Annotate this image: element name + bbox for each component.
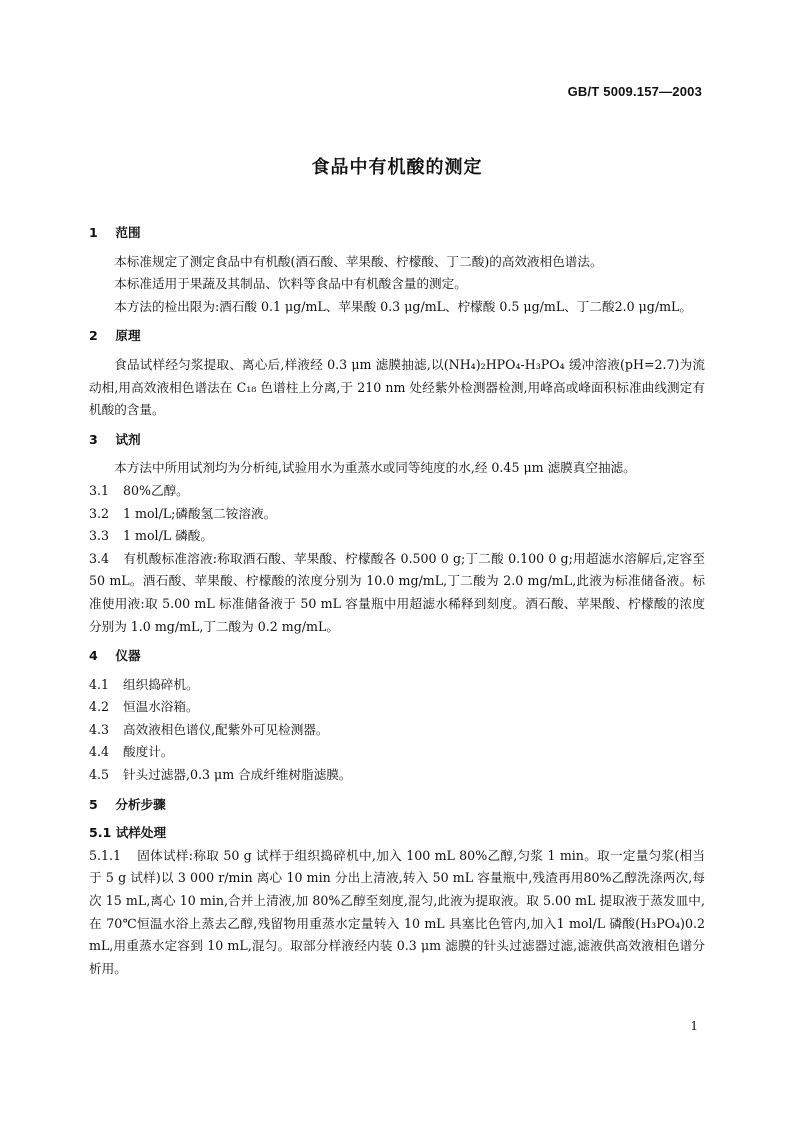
- paragraph: 食品试样经匀浆提取、离心后,样液经 0.3 μm 滤膜抽滤,以(NH₄)₂HPO₄-H₃PO₄ 缓冲溶液(pH=2.7)为流动相,用高效液相色谱法在 C₁₈ 色谱柱上分离,于 210 nm 处经紫外检测器检测,用峰高或峰面积标准曲线测定有机酸的含量。: [89, 356, 705, 418]
- item-number: 4.1: [89, 676, 110, 692]
- section-title: 范围: [115, 225, 141, 240]
- list-item: [89, 741, 705, 764]
- section-number: 5: [89, 796, 98, 812]
- paragraph: 本标准适用于果蔬及其制品、饮料等食品中有机酸含量的测定。: [114, 276, 467, 292]
- section-title: 分析步骤: [115, 796, 166, 812]
- list-item: [89, 674, 705, 697]
- list-item: [89, 764, 705, 787]
- item-text: 固体试样:称取 50 g 试样于组织捣碎机中,加入 100 mL 80%乙醇,匀浆 1 min。取一定量匀浆(相当于 5 g 试样)以 3 000 r/min 离心 10 min 分出上清液,转入 50 mL 容量瓶中,残渣再用80%乙醇洗涤两次,每次 15 mL,离心 10 min,合并上清液,加 80%乙醇至刻度,混匀,此液为提取液。取 5.00 mL 提取液于蒸发皿中,在 70℃恒温水浴上蒸去乙醇,残留物用重蒸水定量转入 10 mL 具塞比色管内,加入1 mol/L 磷酸(H₃PO₄)0.2 mL,用重蒸水定容到 10 mL,混匀。取部分样液经内装 0.3 μm 滤膜的针头过滤器过滤,滤液供高效液相色谱分析用。: [89, 847, 705, 976]
- section-number: 1: [89, 225, 98, 240]
- item-text: 高效液相色谱仪,配紫外可见检测器。: [123, 721, 329, 737]
- section-title: 试剂: [115, 431, 141, 447]
- item-number: 4.2: [89, 699, 110, 715]
- paragraph: 本方法中所用试剂均为分析纯,试验用水为重蒸水或同等纯度的水,经 0.45 μm 滤膜真空抽滤。: [114, 460, 636, 476]
- list-item: [89, 696, 705, 719]
- item-number: 3.2: [89, 505, 110, 521]
- document-title: 食品中有机酸的测定: [311, 157, 483, 178]
- document-body: [89, 222, 705, 980]
- section-number: 2: [89, 328, 98, 344]
- section-number: 3: [89, 431, 98, 447]
- section-1-heading: [89, 222, 705, 245]
- section-title: 原理: [115, 328, 141, 344]
- section-title: 仪器: [115, 648, 141, 664]
- item-number: 5.1.1: [89, 847, 122, 863]
- section-4-heading: [89, 645, 705, 668]
- item-number: 4.3: [89, 721, 110, 737]
- page-number: 1: [690, 1019, 698, 1033]
- section-number: 4: [89, 648, 98, 664]
- list-item: [89, 548, 705, 638]
- item-number: 3.4: [89, 550, 110, 566]
- list-item: [89, 845, 705, 981]
- item-text: 80%乙醇。: [123, 482, 189, 498]
- item-text: 组织捣碎机。: [123, 676, 199, 692]
- section-5-heading: [89, 794, 705, 817]
- section-3-heading: [89, 429, 705, 452]
- item-text: 酸度计。: [123, 744, 174, 760]
- list-item: [89, 503, 705, 526]
- paragraph: 本标准规定了测定食品中有机酸(酒石酸、苹果酸、柠檬酸、丁二酸)的高效液相色谱法。: [114, 253, 603, 269]
- item-text: 恒温水浴箱。: [123, 699, 199, 715]
- item-text: 有机酸标准溶液:称取酒石酸、苹果酸、柠檬酸各 0.500 0 g;丁二酸 0.100 0 g;用超滤水溶解后,定容至 50 mL。酒石酸、苹果酸、柠檬酸的浓度分别为 10.0 mg/mL,丁二酸为 2.0 mg/mL,此液为标准储备液。标准使用液:取 5.00 mL 标准储备液于 50 mL 容量瓶中用超滤水稀释到刻度。酒石酸、苹果酸、柠檬酸的浓度分别为 1.0 mg/mL,丁二酸为 0.2 mg/mL。: [89, 550, 705, 634]
- list-item: [89, 719, 705, 742]
- item-number: 4.4: [89, 744, 110, 760]
- item-number: 3.1: [89, 482, 110, 498]
- item-text: 针头过滤器,0.3 μm 合成纤维树脂滤膜。: [123, 767, 352, 783]
- standard-number: GB/T 5009.157—2003: [567, 84, 702, 99]
- item-number: 3.3: [89, 528, 110, 544]
- item-number: 4.5: [89, 767, 110, 783]
- list-item: [89, 525, 705, 548]
- paragraph: 本方法的检出限为:酒石酸 0.1 μg/mL、苹果酸 0.3 μg/mL、柠檬酸 0.5 μg/mL、丁二酸2.0 μg/mL。: [114, 298, 692, 314]
- subsection-heading: 5.1 试样处理: [89, 825, 167, 841]
- list-item: [89, 480, 705, 503]
- item-text: 1 mol/L;磷酸氢二铵溶液。: [123, 505, 277, 521]
- section-2-heading: [89, 325, 705, 348]
- item-text: 1 mol/L 磷酸。: [123, 528, 213, 544]
